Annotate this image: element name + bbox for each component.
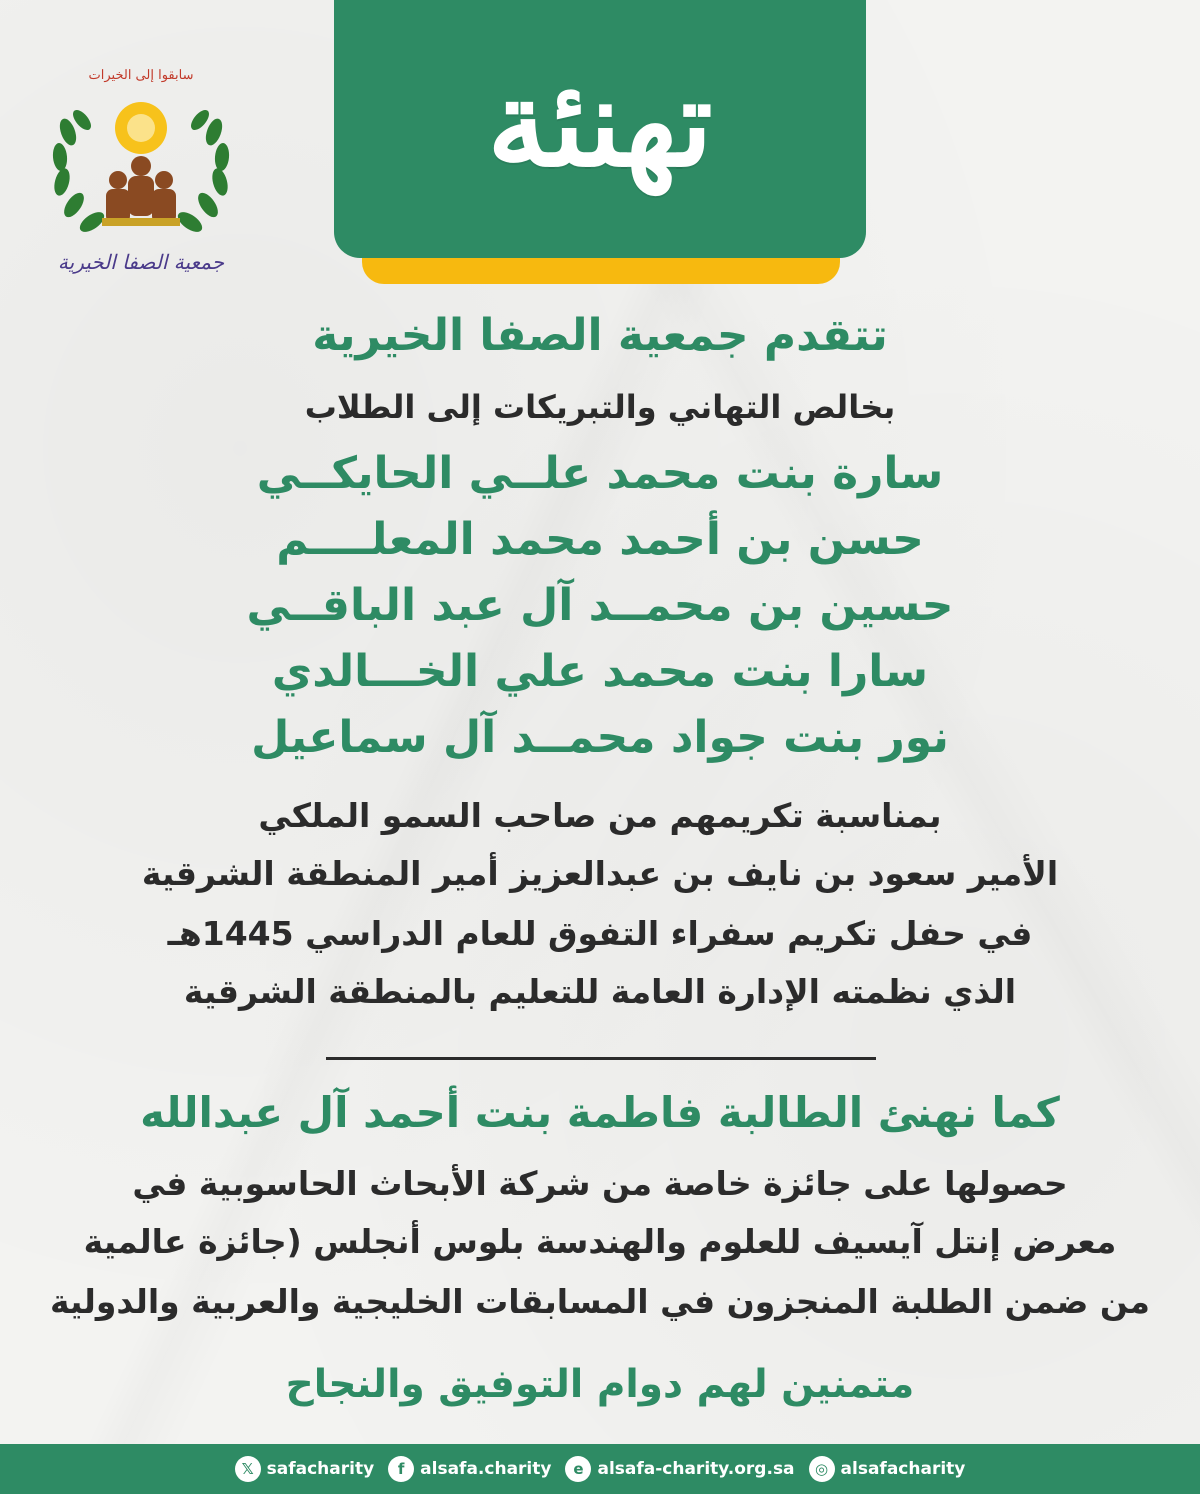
section-divider xyxy=(326,1057,876,1060)
student-name: حسن بن أحمد محمد المعلــــم xyxy=(276,514,924,565)
social-x[interactable] xyxy=(235,1456,375,1482)
logo-name: جمعية الصفا الخيرية xyxy=(57,250,225,274)
occasion-line: الذي نظمته الإدارة العامة للتعليم بالمنطقة الشرقية xyxy=(183,972,1017,1011)
social-handle: alsafa.charity xyxy=(420,1459,552,1479)
award-line: معرض إنتل آيسيف للعلوم والهندسة بلوس أنجلس (جائزة عالمية xyxy=(83,1222,1117,1261)
second-heading: كما نهنئ الطالبة فاطمة بنت أحمد آل عبدالله xyxy=(140,1088,1060,1137)
logo-motto: سابقوا إلى الخيرات xyxy=(88,68,194,83)
student-name: سارة بنت محمد علــي الحايكــي xyxy=(256,448,944,499)
header-banner xyxy=(334,0,866,258)
social-facebook[interactable] xyxy=(388,1456,551,1482)
x-icon: 𝕏 xyxy=(235,1456,261,1482)
greeting-subtitle: بخالص التهاني والتبريكات إلى الطلاب xyxy=(304,388,896,426)
charity-logo xyxy=(46,62,236,282)
social-handle: alsafa-charity.org.sa xyxy=(597,1459,795,1479)
organization-line: تتقدم جمعية الصفا الخيرية xyxy=(312,310,888,361)
banner-title: تهنئة xyxy=(487,53,713,194)
occasion-line: الأمير سعود بن نايف بن عبدالعزيز أمير المنطقة الشرقية xyxy=(141,854,1059,893)
award-line: من ضمن الطلبة المنجزون في المسابقات الخليجية والعربية والدولية xyxy=(50,1282,1150,1321)
website-icon: e xyxy=(565,1456,591,1482)
facebook-icon: f xyxy=(388,1456,414,1482)
student-name: حسين بن محمــد آل عبد الباقــي xyxy=(246,580,954,631)
footer-bar xyxy=(0,1444,1200,1494)
social-instagram[interactable] xyxy=(809,1456,966,1482)
student-name: سارا بنت محمد علي الخـــالدي xyxy=(271,646,929,697)
occasion-line: بمناسبة تكريمهم من صاحب السمو الملكي xyxy=(258,796,942,835)
social-website[interactable] xyxy=(565,1456,794,1482)
student-name: نور بنت جواد محمــد آل سماعيل xyxy=(251,712,949,763)
social-handle: alsafacharity xyxy=(840,1459,966,1479)
instagram-icon: ◎ xyxy=(809,1456,835,1482)
award-line: حصولها على جائزة خاصة من شركة الأبحاث الحاسوبية في xyxy=(132,1164,1068,1203)
occasion-line: في حفل تكريم سفراء التفوق للعام الدراسي 1445هـ xyxy=(167,914,1033,953)
social-handle: safacharity xyxy=(266,1459,375,1479)
closing-wish: متمنين لهم دوام التوفيق والنجاح xyxy=(285,1362,915,1407)
logo-emblem-icon xyxy=(46,62,236,252)
